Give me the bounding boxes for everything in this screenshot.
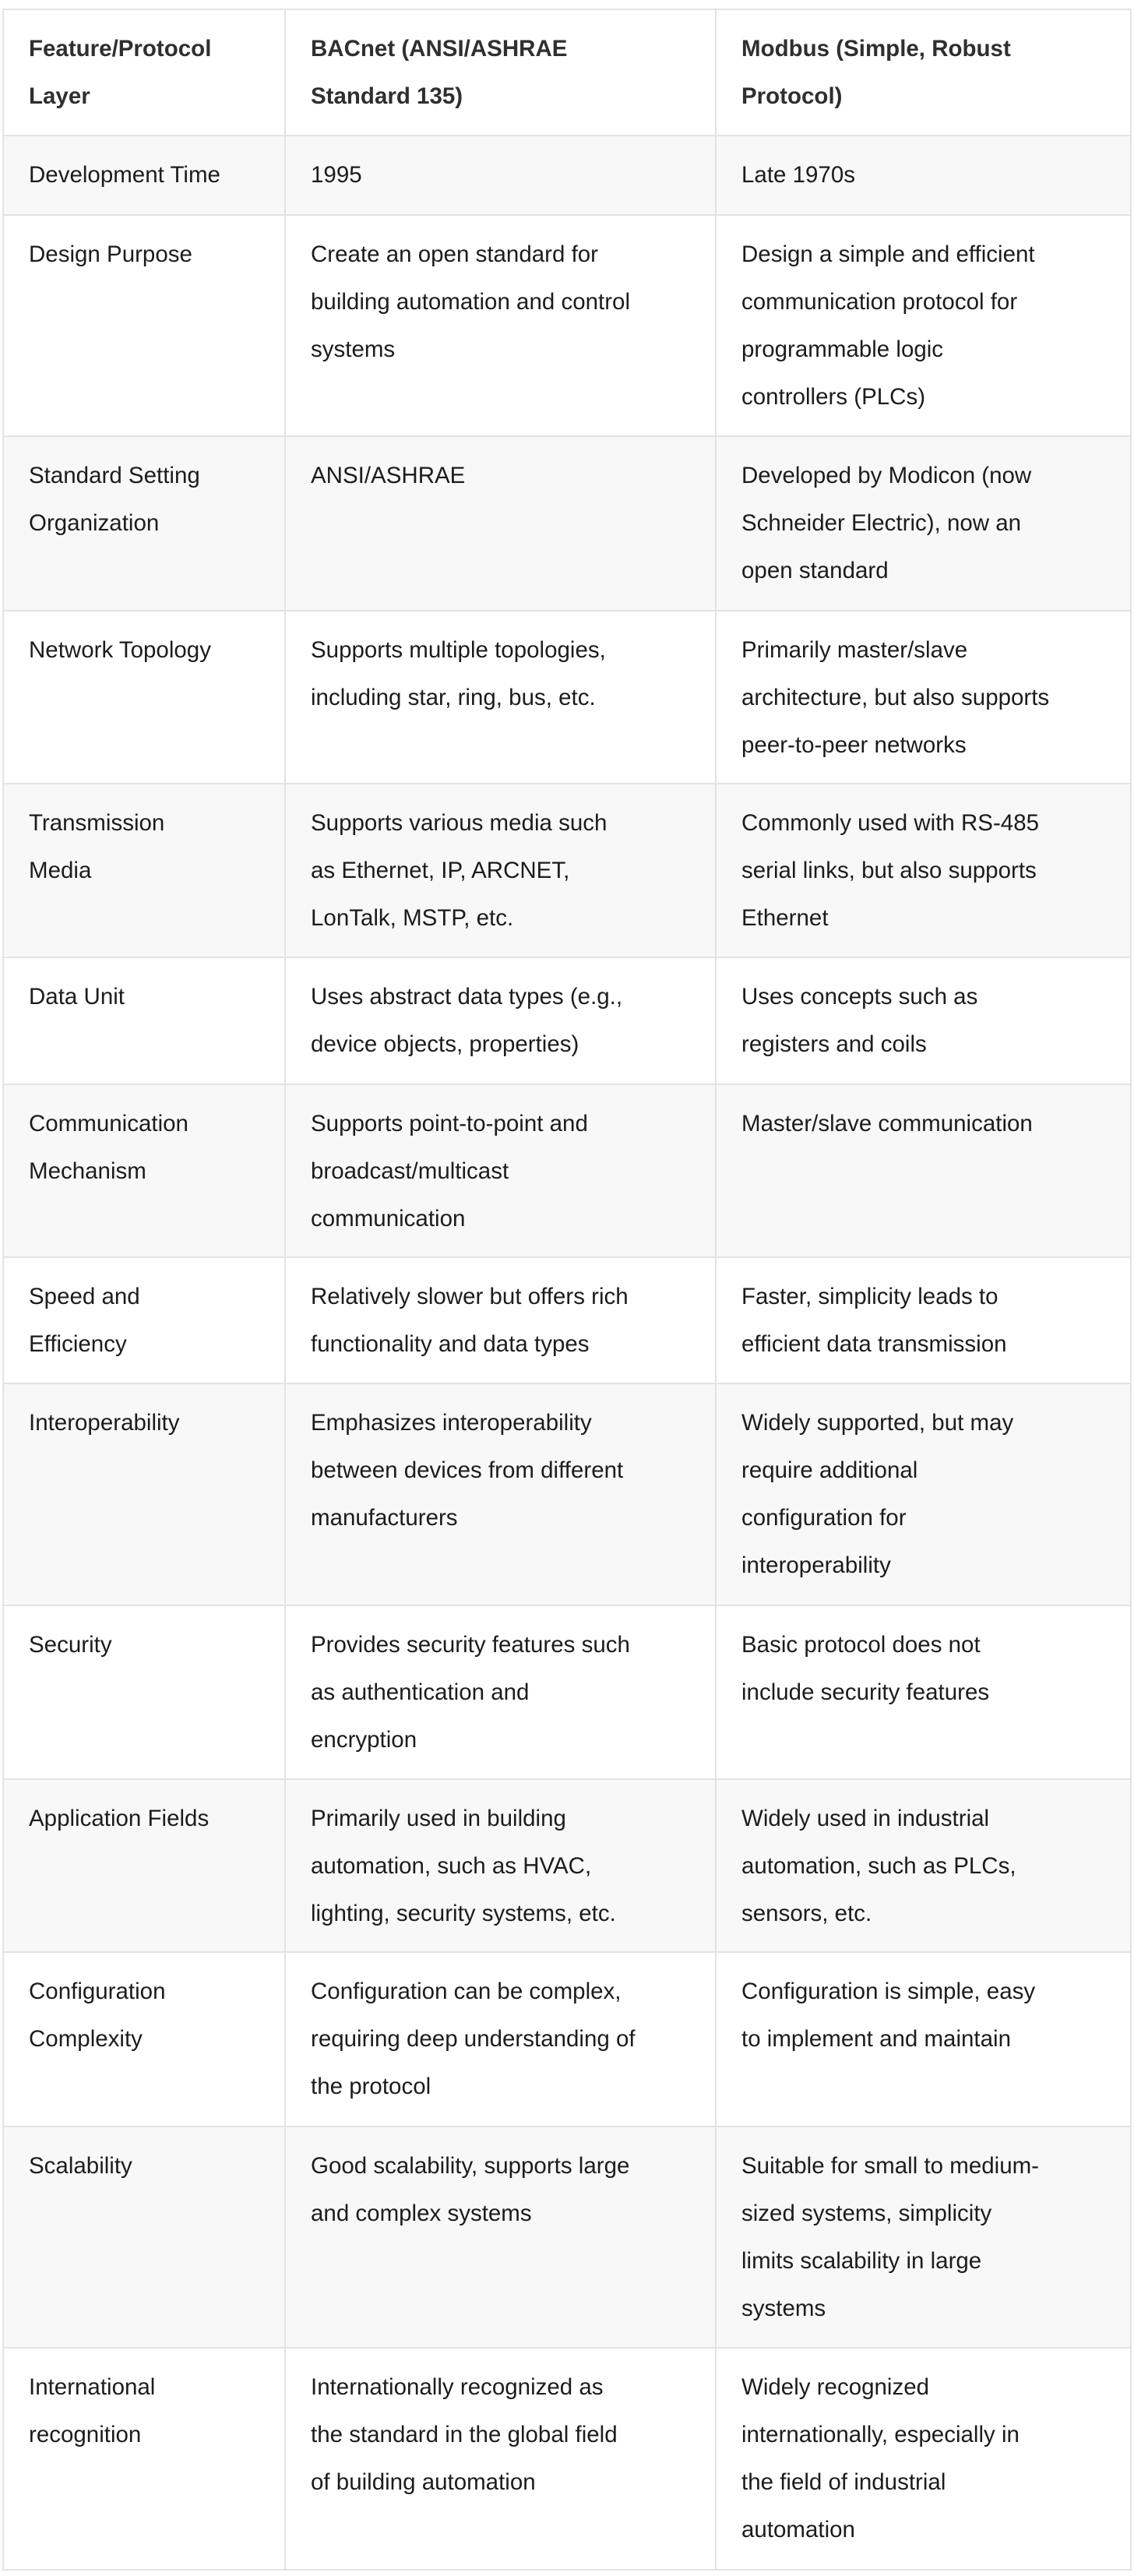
- table-row: [3, 1605, 1131, 1779]
- bacnet-cell: [285, 1952, 716, 2127]
- header-feature-label: Feature/Protocol Layer: [29, 36, 212, 109]
- feature-cell: [3, 784, 285, 957]
- bacnet-cell: [285, 1084, 716, 1257]
- table-row: [3, 957, 1131, 1084]
- modbus-cell: [716, 2348, 1131, 2570]
- bacnet-text: Configuration can be complex, requiring deep understanding of the protocol: [311, 1979, 636, 2099]
- feature-cell: [3, 957, 285, 1084]
- bacnet-text: Create an open standard for building automation and control systems: [311, 241, 631, 362]
- bacnet-text: Supports multiple topologies, including star, ring, bus, etc.: [311, 637, 606, 710]
- bacnet-text: Provides security features such as authentication and encryption: [311, 1632, 630, 1753]
- table-row: [3, 2348, 1131, 2570]
- modbus-cell: [716, 1605, 1131, 1779]
- modbus-text: Late 1970s: [741, 162, 855, 188]
- feature-text: Development Time: [29, 162, 220, 188]
- modbus-cell: [716, 957, 1131, 1084]
- feature-cell: [3, 215, 285, 436]
- bacnet-text: Uses abstract data types (e.g., device objects, properties): [311, 984, 623, 1057]
- feature-text: Standard Setting Organization: [29, 463, 200, 536]
- modbus-cell: [716, 215, 1131, 436]
- bacnet-text: Relatively slower but offers rich functionality and data types: [311, 1284, 629, 1357]
- feature-text: Scalability: [29, 2153, 132, 2179]
- feature-text: Data Unit: [29, 984, 125, 1010]
- modbus-text: Widely supported, but may require additional configuration for interoperability: [741, 1410, 1014, 1578]
- table-row: [3, 611, 1131, 784]
- bacnet-cell: [285, 436, 716, 611]
- feature-text: Application Fields: [29, 1806, 210, 1831]
- modbus-cell: [716, 1779, 1131, 1952]
- modbus-cell: [716, 1084, 1131, 1257]
- table-row: [3, 784, 1131, 957]
- table-row: [3, 1779, 1131, 1952]
- bacnet-cell: [285, 215, 716, 436]
- modbus-text: Design a simple and efficient communication protocol for programmable logic controllers (PLCs): [741, 241, 1035, 410]
- feature-cell: [3, 136, 285, 215]
- modbus-text: Developed by Modicon (now Schneider Electric), now an open standard: [741, 463, 1032, 583]
- feature-cell: [3, 1257, 285, 1383]
- header-bacnet: [285, 9, 716, 136]
- protocol-comparison-table: [2, 9, 1132, 2571]
- table-row: [3, 1084, 1131, 1257]
- feature-cell: [3, 1779, 285, 1952]
- bacnet-cell: [285, 957, 716, 1084]
- modbus-text: Basic protocol does not include security features: [741, 1632, 990, 1705]
- bacnet-text: Internationally recognized as the standard in the global field of building automation: [311, 2374, 618, 2495]
- feature-cell: [3, 436, 285, 611]
- feature-text: Network Topology: [29, 637, 211, 663]
- bacnet-text: Good scalability, supports large and complex systems: [311, 2153, 630, 2226]
- modbus-text: Primarily master/slave architecture, but also supports peer-to-peer networks: [741, 637, 1050, 758]
- modbus-text: Faster, simplicity leads to efficient data transmission: [741, 1284, 1007, 1357]
- feature-text: Transmission Media: [29, 810, 165, 883]
- feature-text: International recognition: [29, 2374, 156, 2447]
- bacnet-cell: [285, 1779, 716, 1952]
- feature-cell: [3, 1605, 285, 1779]
- table-row: [3, 1383, 1131, 1605]
- modbus-cell: [716, 1257, 1131, 1383]
- bacnet-text: Primarily used in building automation, such as HVAC, lighting, security systems, etc.: [311, 1806, 616, 1926]
- feature-cell: [3, 2127, 285, 2348]
- header-modbus: [716, 9, 1131, 136]
- bacnet-text: Supports point-to-point and broadcast/multicast communication: [311, 1111, 588, 1232]
- header-row: [3, 9, 1131, 136]
- modbus-cell: [716, 784, 1131, 957]
- modbus-text: Master/slave communication: [741, 1111, 1033, 1136]
- table-row: [3, 1257, 1131, 1383]
- modbus-text: Widely recognized internationally, especially in the field of industrial automation: [741, 2374, 1020, 2543]
- bacnet-cell: [285, 136, 716, 215]
- table-row: [3, 136, 1131, 215]
- bacnet-cell: [285, 2127, 716, 2348]
- feature-text: Security: [29, 1632, 112, 1658]
- table-row: [3, 436, 1131, 611]
- modbus-text: Uses concepts such as registers and coils: [741, 984, 978, 1057]
- feature-cell: [3, 1952, 285, 2127]
- feature-cell: [3, 2348, 285, 2570]
- feature-cell: [3, 1383, 285, 1605]
- header-bacnet-label: BACnet (ANSI/ASHRAE Standard 135): [311, 36, 568, 109]
- bacnet-cell: [285, 1605, 716, 1779]
- feature-text: Speed and Efficiency: [29, 1284, 140, 1357]
- bacnet-text: Emphasizes interoperability between devices from different manufacturers: [311, 1410, 624, 1531]
- modbus-text: Commonly used with RS-485 serial links, but also supports Ethernet: [741, 810, 1040, 931]
- bacnet-cell: [285, 1383, 716, 1605]
- modbus-text: Suitable for small to medium- sized systems, simplicity limits scalability in large systems: [741, 2153, 1040, 2321]
- feature-text: Design Purpose: [29, 241, 192, 267]
- feature-text: Communication Mechanism: [29, 1111, 188, 1184]
- table-row: [3, 215, 1131, 436]
- bacnet-cell: [285, 1257, 716, 1383]
- table-row: [3, 2127, 1131, 2348]
- modbus-cell: [716, 2127, 1131, 2348]
- modbus-text: Widely used in industrial automation, such as PLCs, sensors, etc.: [741, 1806, 1016, 1926]
- modbus-text: Configuration is simple, easy to implement and maintain: [741, 1979, 1036, 2052]
- modbus-cell: [716, 136, 1131, 215]
- modbus-cell: [716, 1952, 1131, 2127]
- modbus-cell: [716, 611, 1131, 784]
- bacnet-text: ANSI/ASHRAE: [311, 463, 466, 488]
- feature-cell: [3, 1084, 285, 1257]
- bacnet-cell: [285, 2348, 716, 2570]
- table-row: [3, 1952, 1131, 2127]
- bacnet-cell: [285, 784, 716, 957]
- feature-text: Interoperability: [29, 1410, 180, 1436]
- bacnet-cell: [285, 611, 716, 784]
- header-feature: [3, 9, 285, 136]
- modbus-cell: [716, 436, 1131, 611]
- feature-text: Configuration Complexity: [29, 1979, 166, 2052]
- feature-cell: [3, 611, 285, 784]
- modbus-cell: [716, 1383, 1131, 1605]
- bacnet-text: Supports various media such as Ethernet, IP, ARCNET, LonTalk, MSTP, etc.: [311, 810, 608, 931]
- header-modbus-label: Modbus (Simple, Robust Protocol): [741, 36, 1011, 109]
- bacnet-text: 1995: [311, 162, 362, 188]
